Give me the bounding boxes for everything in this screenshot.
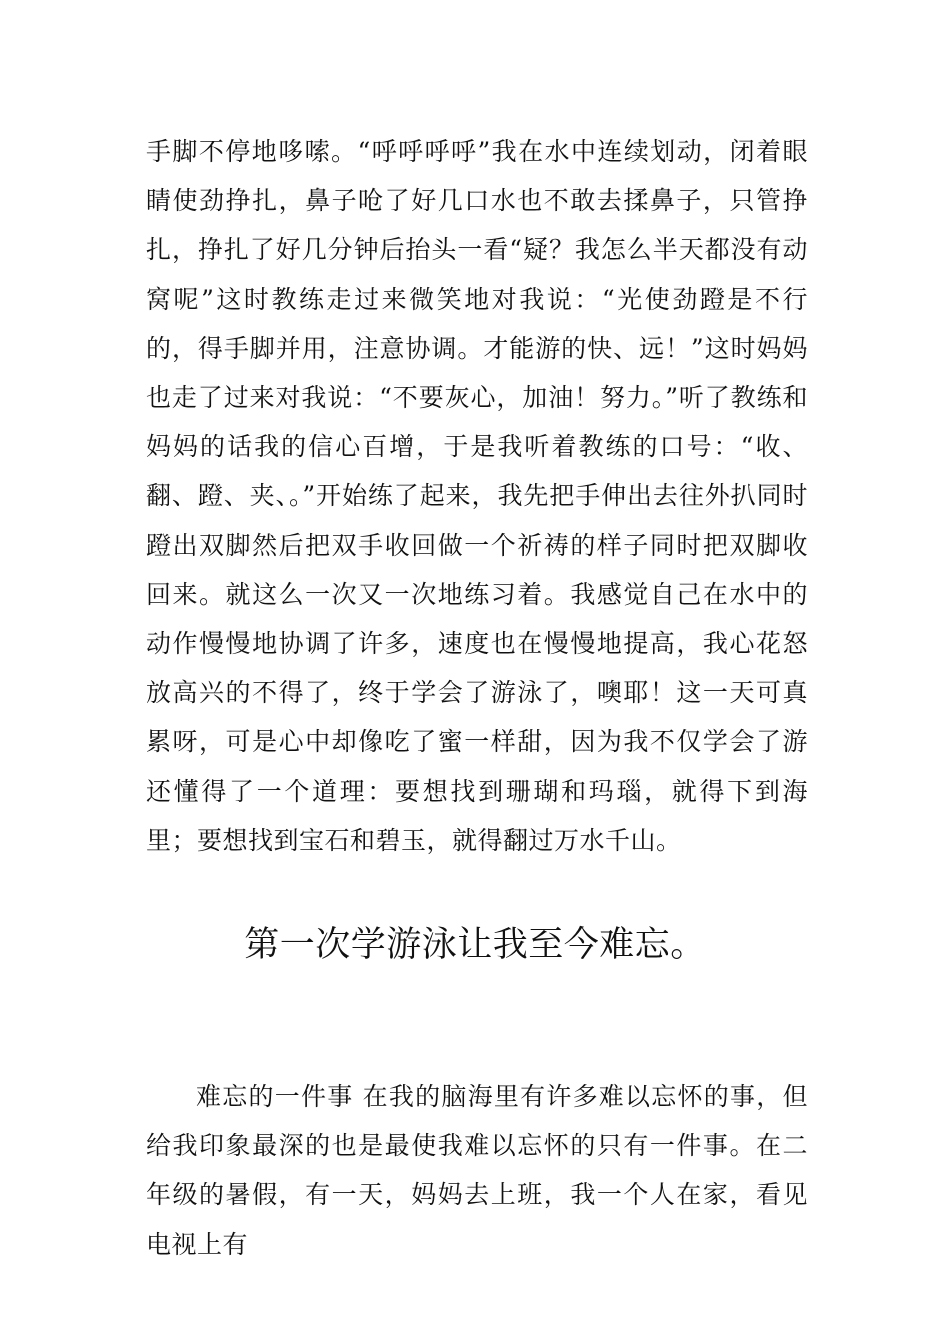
section-heading: 第一次学游泳让我至今难忘。 — [244, 925, 706, 965]
body-paragraph-2: 难忘的一件事 在我的脑海里有许多难以忘怀的事，但给我印象最深的也是最使我难以忘怀的只有一件事。在二年级的暑假，有一天，妈妈去上班，我一个人在家，看见电视上有 — [146, 1082, 808, 1259]
body-paragraph-1: 手脚不停地哆嗦。“呼呼呼呼”我在水中连续划动，闭着眼睛使劲挣扎，鼻子呛了好几口水也不敢去揉鼻子，只管挣扎，挣扎了好几分钟后抬头一看“疑？我怎么半天都没有动窝呢”这时教练走过来微笑地对我说：“光使劲蹬是不行的，得手脚并用，注意协调。才能游的快、远！”这时妈妈也走了过来对我说：“不要灰心，加油！努力。”听了教练和妈妈的话我的信心百增，于是我听着教练的口号：“收、翻、蹬、夹、。”开始练了起来，我先把手伸出去往外扒同时蹬出双脚然后把双手收回做一个祈祷的样子同时把双脚收回来。就这么一次又一次地练习着。我感觉自己在水中的动作慢慢地协调了许多，速度也在慢慢地提高，我心花怒放高兴的不得了，终于学会了游泳了，噢耶！这一天可真累呀，可是心中却像吃了蜜一样甜，因为我不仅学会了游还懂得了一个道理：要想找到珊瑚和玛瑙，就得下到海里；要想找到宝石和碧玉，就得翻过万水千山。 — [146, 137, 808, 855]
